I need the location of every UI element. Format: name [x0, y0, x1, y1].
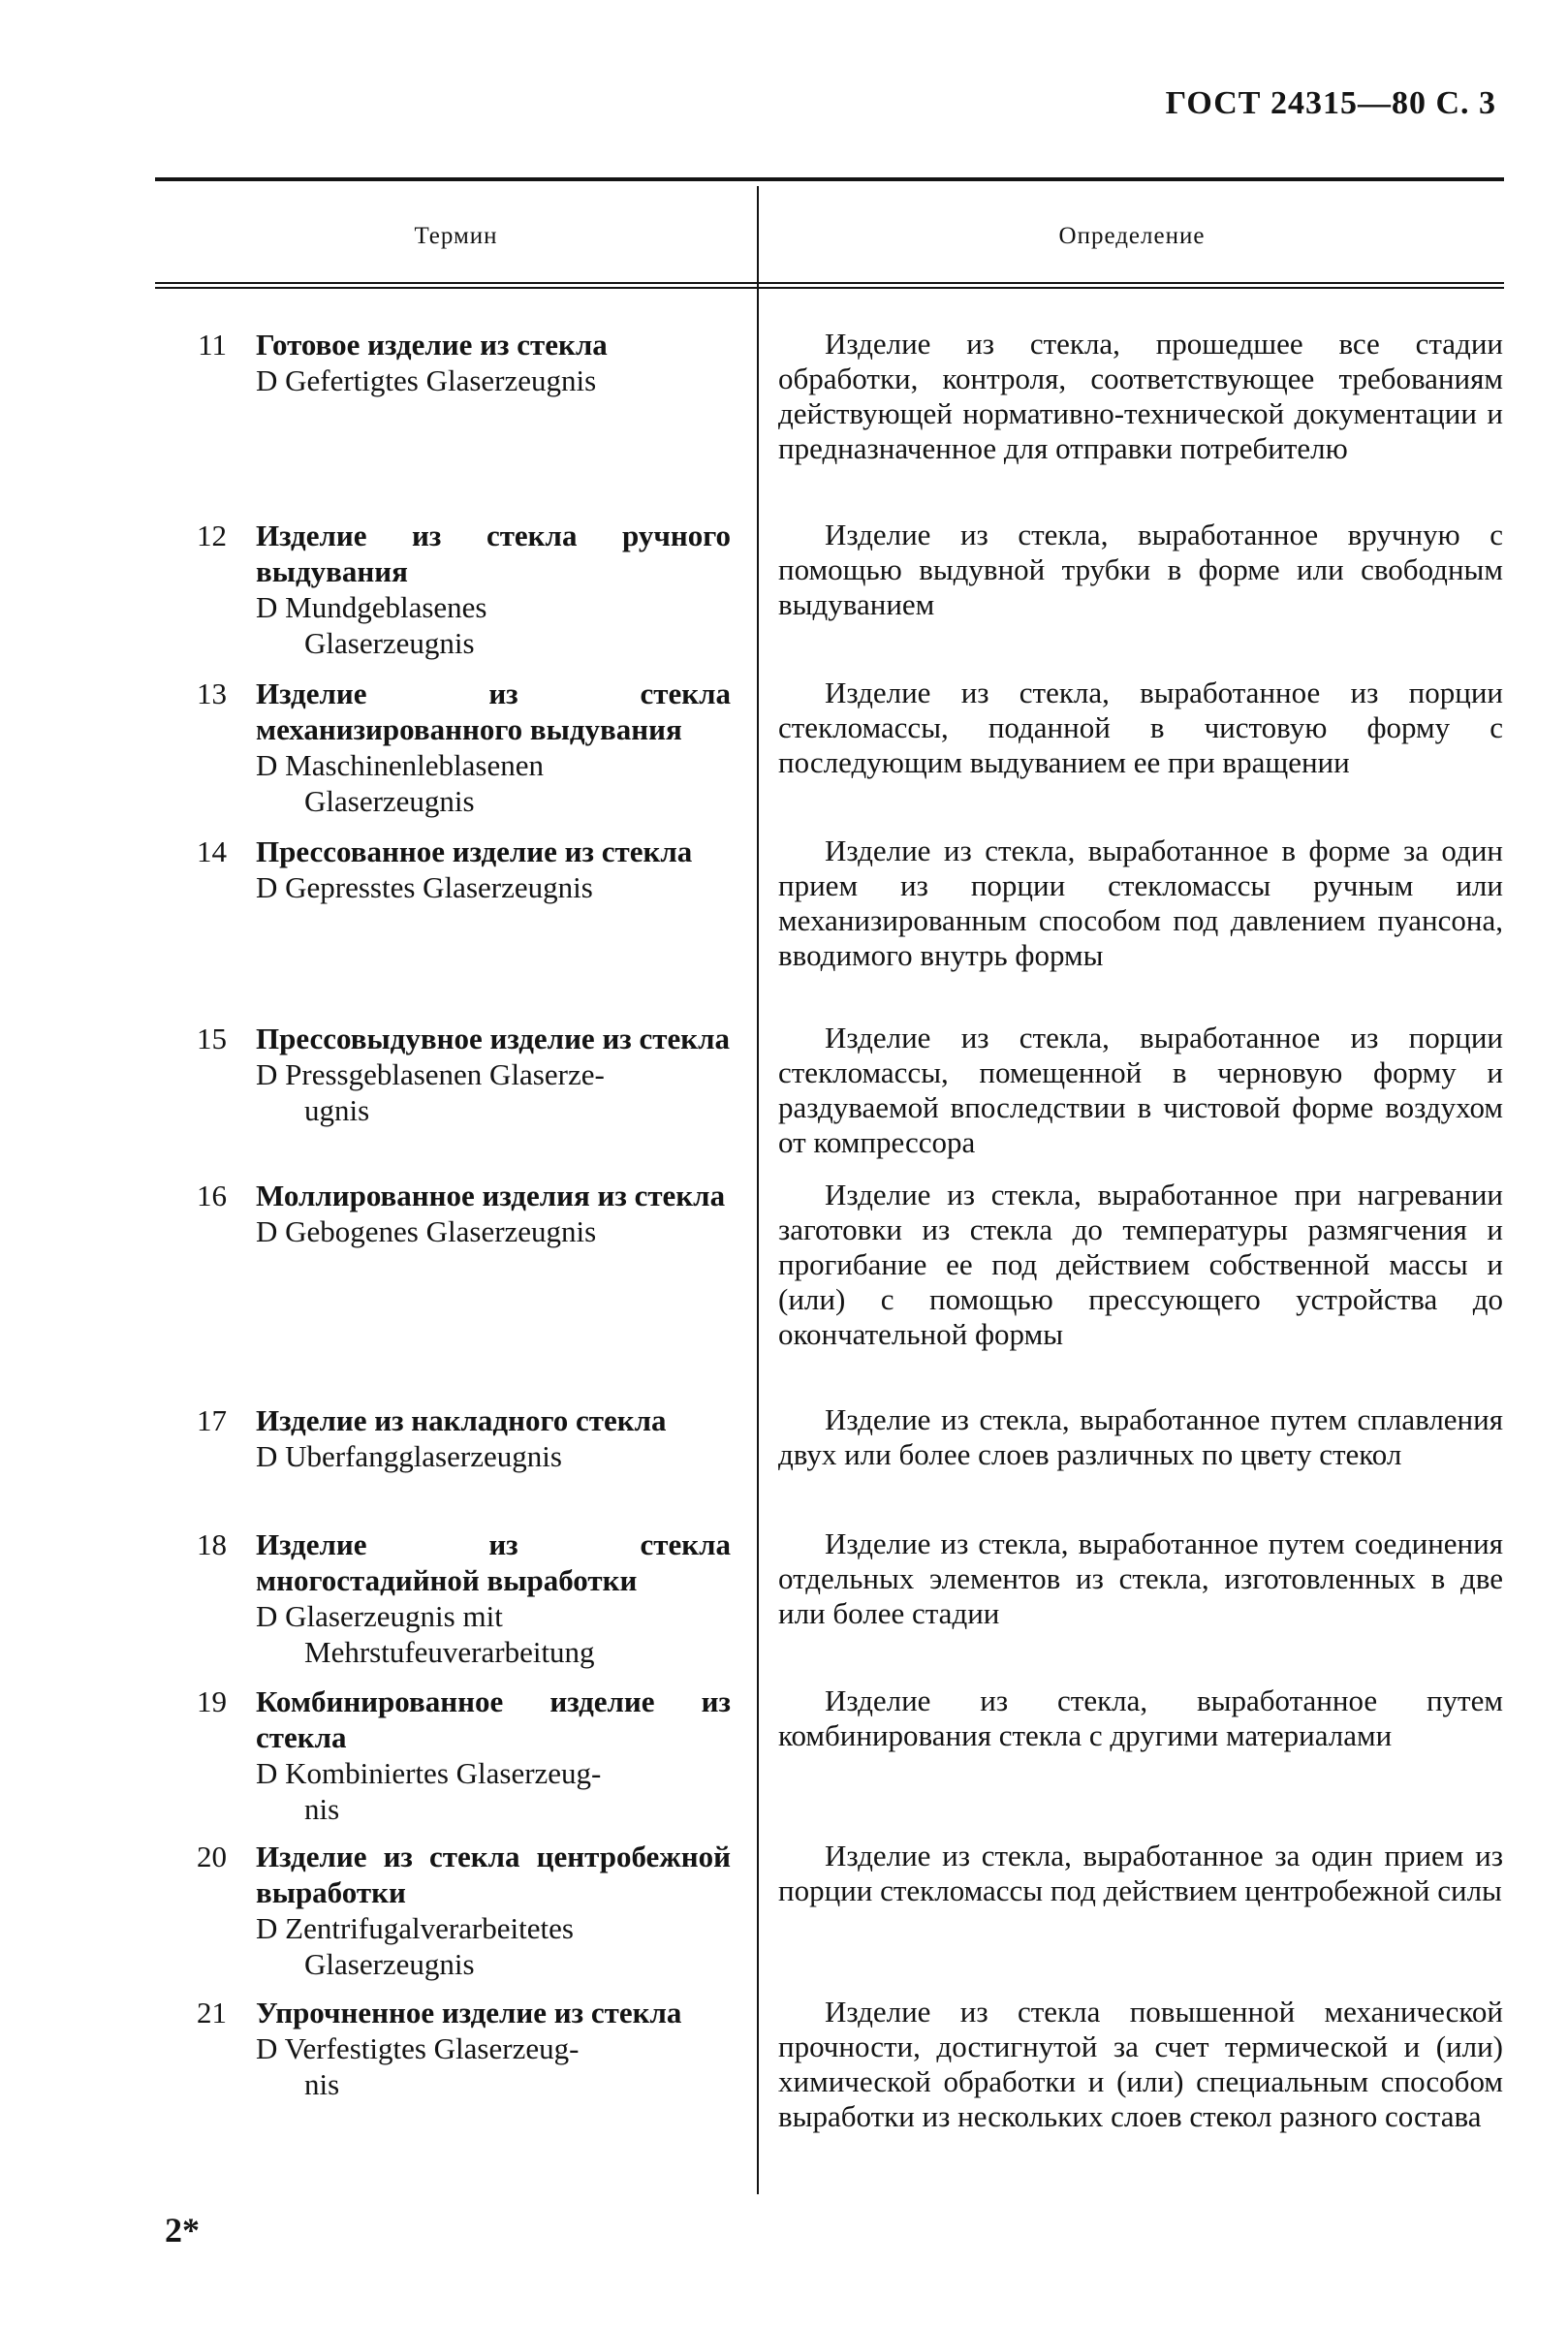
term-cell [256, 1995, 731, 2102]
definition-cell: Изделие из стекла, выработанное путем соединения отдельных элементов из стекла, изготовленных в две или более стадии [778, 1526, 1503, 1630]
term-number: 13 [197, 676, 227, 710]
term-number: 18 [197, 1527, 227, 1561]
term-german [256, 869, 731, 905]
term-number: 16 [197, 1179, 227, 1212]
term-german [256, 1438, 731, 1474]
table-top-rule [155, 177, 1504, 181]
term-cell [256, 1178, 731, 1249]
term-cell [256, 518, 731, 661]
term-name: Готовое изделие из стекла [256, 328, 608, 362]
term-german [256, 1910, 731, 1982]
term-german [256, 1598, 731, 1670]
definition-cell: Изделие из стекла, выработанное при нагревании заготовки из стекла до температуры размягчения и прогибание ее под действием собственной массы и (или) с помощью прессующего устройства до окончательной формы [778, 1178, 1503, 1351]
german-line: nis [304, 2067, 340, 2101]
term-german [256, 2030, 731, 2102]
term-name: Изделие из стекла механизированного выдувания [256, 676, 731, 746]
term-name: Комбинированное изделие из стекла [256, 1684, 731, 1754]
definition-cell: Изделие из стекла, выработанное за один прием из порции стекломассы под действием центробежной силы [778, 1839, 1503, 1907]
definition-cell: Изделие из стекла, выработанное из порции стекломассы, помещенной в черновую форму и раздуваемой впоследствии в чистовой форме воздухом от компрессора [778, 1021, 1503, 1159]
german-line: D Mundgeblasenes [256, 590, 487, 624]
definition-cell: Изделие из стекла повышенной механической прочности, достигнутой за счет термической и (или) химической обработки и (или) специальным способом выработки из нескольких слоев стекол разного состава [778, 1995, 1503, 2133]
page-header: ГОСТ 24315—80 С. 3 [1165, 85, 1496, 121]
term-name: Изделие из стекла центробежной выработки [256, 1840, 731, 1909]
term-name: Прессовыдувное изделие из стекла [256, 1022, 731, 1055]
german-line: D Glaserzeugnis mit [256, 1599, 503, 1633]
german-line: D Kombiniertes Glaserzeug- [256, 1756, 602, 1790]
term-name: Моллированное изделия из стекла [256, 1179, 726, 1212]
term-name: Изделие из накладного стекла [256, 1403, 667, 1437]
page-footer-mark: 2* [165, 2211, 200, 2249]
term-name: Изделие из стекла ручного выдувания [256, 519, 731, 588]
term-cell [256, 834, 731, 905]
term-number: 15 [197, 1022, 227, 1055]
german-line: D Maschinenleblasenen [256, 748, 544, 782]
term-german [256, 1056, 731, 1128]
term-name: Изделие из стекла многостадийной выработки [256, 1527, 731, 1597]
column-divider [757, 186, 759, 2194]
term-german [256, 747, 731, 819]
term-cell [256, 1839, 731, 1982]
term-number: 20 [197, 1840, 227, 1873]
term-name: Прессованное изделие из стекла [256, 834, 693, 868]
term-number: 19 [197, 1684, 227, 1718]
term-number: 11 [198, 328, 227, 362]
definition-cell: Изделие из стекла, прошедшее все стадии обработки, контроля, соответствующее требованиям действующей нормативно-технической документации и предназначенное для отправки потребителю [778, 327, 1503, 465]
definition-cell: Изделие из стекла, выработанное в форме за один прием из порции стекломассы ручным или механизированным способом под давлением пуансона, вводимого внутрь формы [778, 834, 1503, 972]
german-line: Glaserzeugnis [304, 626, 475, 660]
term-number: 12 [197, 519, 227, 552]
german-line: D Pressgeblasenen Glaserze- [256, 1057, 605, 1091]
term-name: Упрочненное изделие из стекла [256, 1996, 682, 2029]
german-line: D Gefertigtes Glaserzeugnis [256, 363, 597, 397]
german-line: D Uberfangglaserzeugnis [256, 1439, 562, 1473]
german-line: nis [304, 1792, 340, 1826]
column-header-term: Термин [414, 223, 498, 249]
term-number: 21 [197, 1996, 227, 2029]
german-line: Glaserzeugnis [304, 1947, 475, 1981]
german-line: ugnis [304, 1093, 370, 1127]
column-header-definition: Определение [1058, 223, 1206, 249]
term-cell [256, 1526, 731, 1670]
definition-cell: Изделие из стекла, выработанное путем комбинирования стекла с другими материалами [778, 1683, 1503, 1752]
term-number: 17 [197, 1403, 227, 1437]
german-line: Mehrstufeuverarbeitung [304, 1635, 595, 1669]
german-line: D Verfestigtes Glaserzeug- [256, 2031, 580, 2065]
term-cell [256, 676, 731, 819]
term-german [256, 589, 731, 661]
definition-cell: Изделие из стекла, выработанное вручную с помощью выдувной трубки в форме или свободным выдуванием [778, 518, 1503, 621]
term-cell [256, 327, 731, 398]
table-header-rule [155, 282, 1504, 289]
term-cell [256, 1402, 731, 1474]
term-german [256, 1213, 731, 1249]
term-cell [256, 1021, 731, 1128]
definition-cell: Изделие из стекла, выработанное путем сплавления двух или более слоев различных по цвету стекол [778, 1402, 1503, 1471]
definition-cell: Изделие из стекла, выработанное из порции стекломассы, поданной в чистовую форму с последующим выдуванием ее при вращении [778, 676, 1503, 779]
term-cell [256, 1683, 731, 1827]
german-line: D Gepresstes Glaserzeugnis [256, 870, 593, 904]
term-german [256, 362, 731, 398]
term-german [256, 1755, 731, 1827]
german-line: Glaserzeugnis [304, 784, 475, 818]
german-line: D Gebogenes Glaserzeugnis [256, 1214, 597, 1248]
german-line: D Zentrifugalverarbeitetes [256, 1911, 574, 1945]
term-number: 14 [197, 834, 227, 868]
